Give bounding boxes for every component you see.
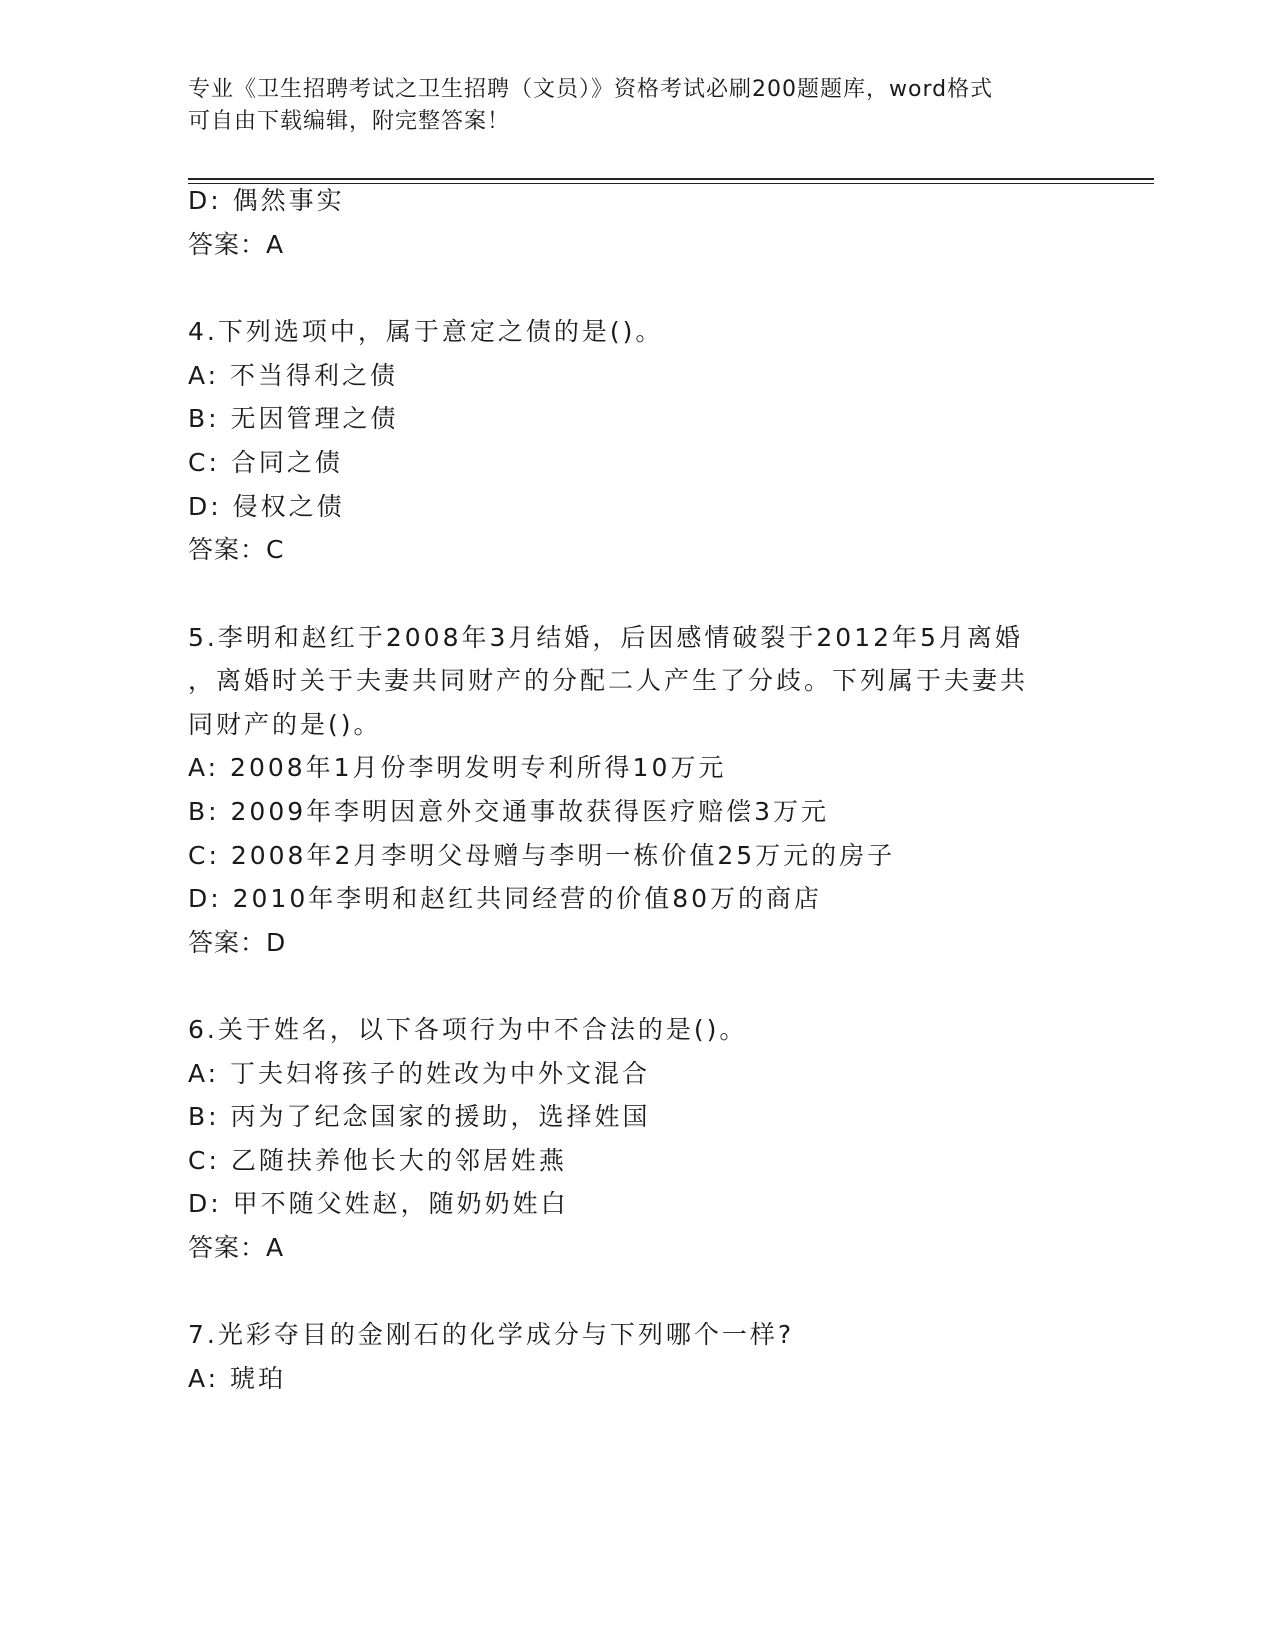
q5-option-c: C: 2008年2月李明父母赠与李明一栋价值25万元的房子 (188, 841, 896, 870)
q6-option-c: C: 乙随扶养他长大的邻居姓燕 (188, 1146, 567, 1175)
q5-answer: 答案：D (188, 928, 287, 957)
q4-option-a: A: 不当得利之债 (188, 361, 399, 390)
q3-answer: 答案：A (188, 230, 285, 259)
header-line-2: 可自由下载编辑，附完整答案！ (188, 109, 511, 134)
q4-answer: 答案：C (188, 535, 285, 564)
q5-option-b: B: 2009年李明因意外交通事故获得医疗赔偿3万元 (188, 797, 830, 826)
q7-option-a: A: 琥珀 (188, 1364, 287, 1393)
q5-stem-line-2: ，离婚时关于夫妻共同财产的分配二人产生了分歧。下列属于夫妻共 (188, 666, 1029, 695)
q4-option-d: D: 侵权之债 (188, 492, 345, 521)
q7-stem: 7.光彩夺目的金刚石的化学成分与下列哪个一样? (188, 1320, 795, 1349)
q5-option-d: D: 2010年李明和赵红共同经营的价值80万的商店 (188, 884, 823, 913)
q6-answer: 答案：A (188, 1233, 285, 1262)
q6-option-d: D: 甲不随父姓赵，随奶奶姓白 (188, 1189, 569, 1218)
document-header (188, 74, 1068, 138)
q4-stem: 4.下列选项中，属于意定之债的是()。 (188, 317, 664, 346)
q6-option-a: A: 丁夫妇将孩子的姓改为中外文混合 (188, 1059, 651, 1088)
q5-stem-line-3: 同财产的是()。 (188, 710, 382, 739)
q5-stem-line-1: 5.李明和赵红于2008年3月结婚，后因感情破裂于2012年5月离婚 (188, 623, 1023, 652)
header-rule-thick (188, 178, 1154, 180)
q6-option-b: B: 丙为了纪念国家的援助，选择姓国 (188, 1102, 651, 1131)
header-line-1: 专业《卫生招聘考试之卫生招聘（文员）》资格考试必刷200题题库，word格式 (188, 77, 994, 102)
q6-stem: 6.关于姓名，以下各项行为中不合法的是()。 (188, 1015, 748, 1044)
q4-option-c: C: 合同之债 (188, 448, 343, 477)
q3-option-d: D: 偶然事实 (188, 186, 345, 215)
q5-option-a: A: 2008年1月份李明发明专利所得10万元 (188, 753, 727, 782)
q4-option-b: B: 无因管理之债 (188, 404, 399, 433)
